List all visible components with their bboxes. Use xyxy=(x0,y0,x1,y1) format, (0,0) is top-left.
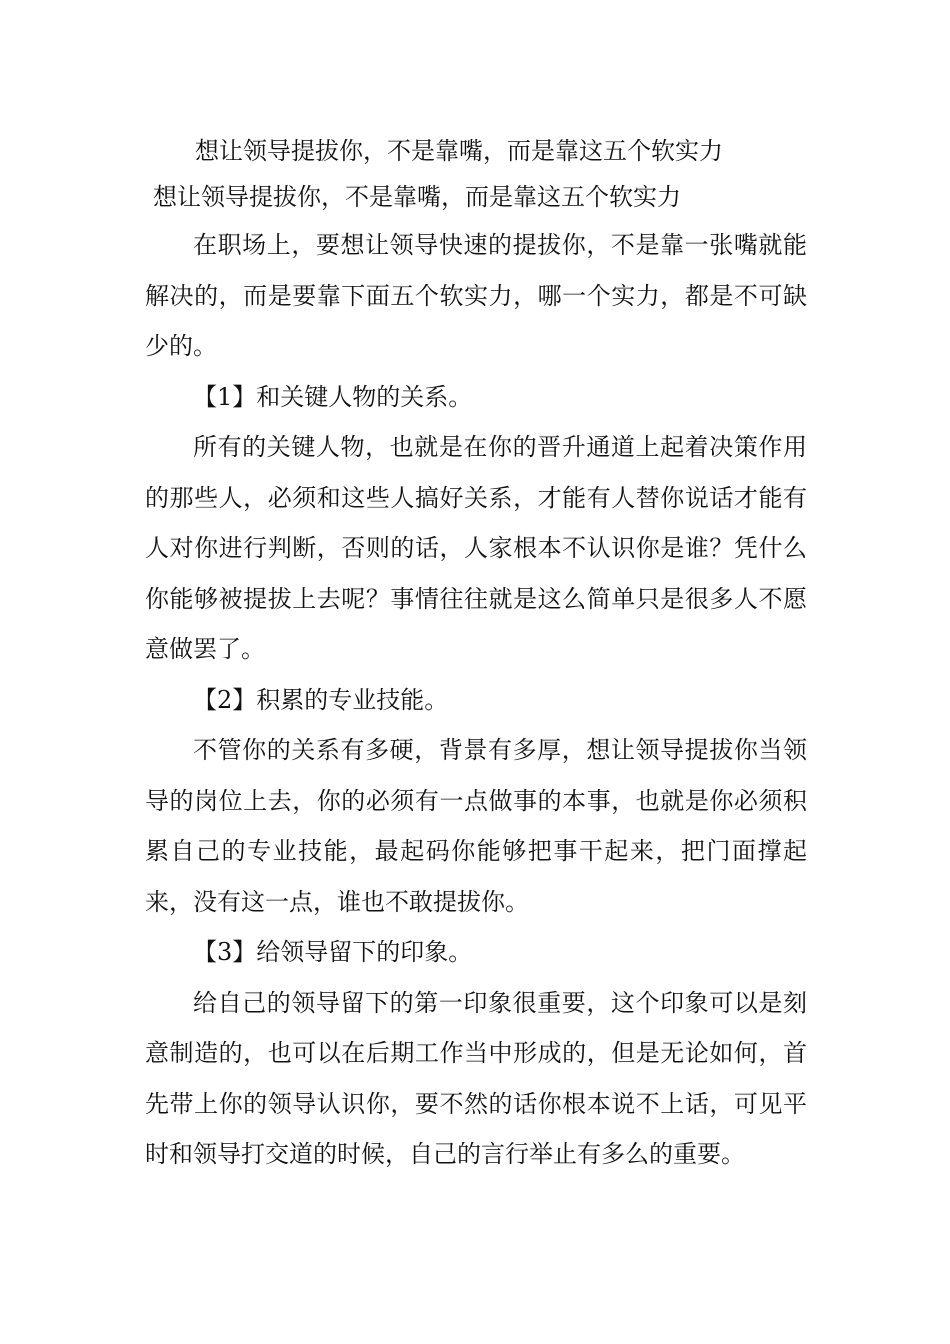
section-body-1: 所有的关键人物，也就是在你的晋升通道上起着决策作用的那些人，必须和这些人搞好关系，才能有人替你说话才能有人对你进行判断，否则的话，人家根本不认识你是谁？凭什么你能够被提拔上去呢？事情往往就是这么简单只是很多人不愿意做罢了。 xyxy=(145,433,807,663)
section-heading-3: 【3】给领导留下的印象。 xyxy=(193,938,473,966)
document-page xyxy=(145,128,807,1180)
section-heading-2: 【2】积累的专业技能。 xyxy=(193,685,449,714)
section-body-2: 不管你的关系有多硬，背景有多厚，想让领导提拔你当领导的岗位上去，你的必须有一点做事的本事，也就是你必须积累自己的专业技能，最起码你能够把事干起来，把门面撑起来，没有这一点，谁也不敢提拔你。 xyxy=(145,736,807,916)
intro-paragraph: 在职场上，要想让领导快速的提拔你，不是靠一张嘴就能解决的，而是要靠下面五个软实力，哪一个实力，都是不可缺少的。 xyxy=(145,231,807,360)
document-subtitle: 想让领导提拔你，不是靠嘴，而是靠这五个软实力 xyxy=(153,183,681,211)
document-title: 想让领导提拔你，不是靠嘴，而是靠这五个软实力 xyxy=(195,137,723,165)
section-heading-1: 【1】和关键人物的关系。 xyxy=(193,382,473,411)
section-body-3: 给自己的领导留下的第一印象很重要，这个印象可以是刻意制造的，也可以在后期工作当中形成的，但是无论如何，首先带上你的领导认识你，要不然的话你根本说不上话，可见平时和领导打交道的时候，自己的言行举止有多么的重要。 xyxy=(145,988,807,1168)
